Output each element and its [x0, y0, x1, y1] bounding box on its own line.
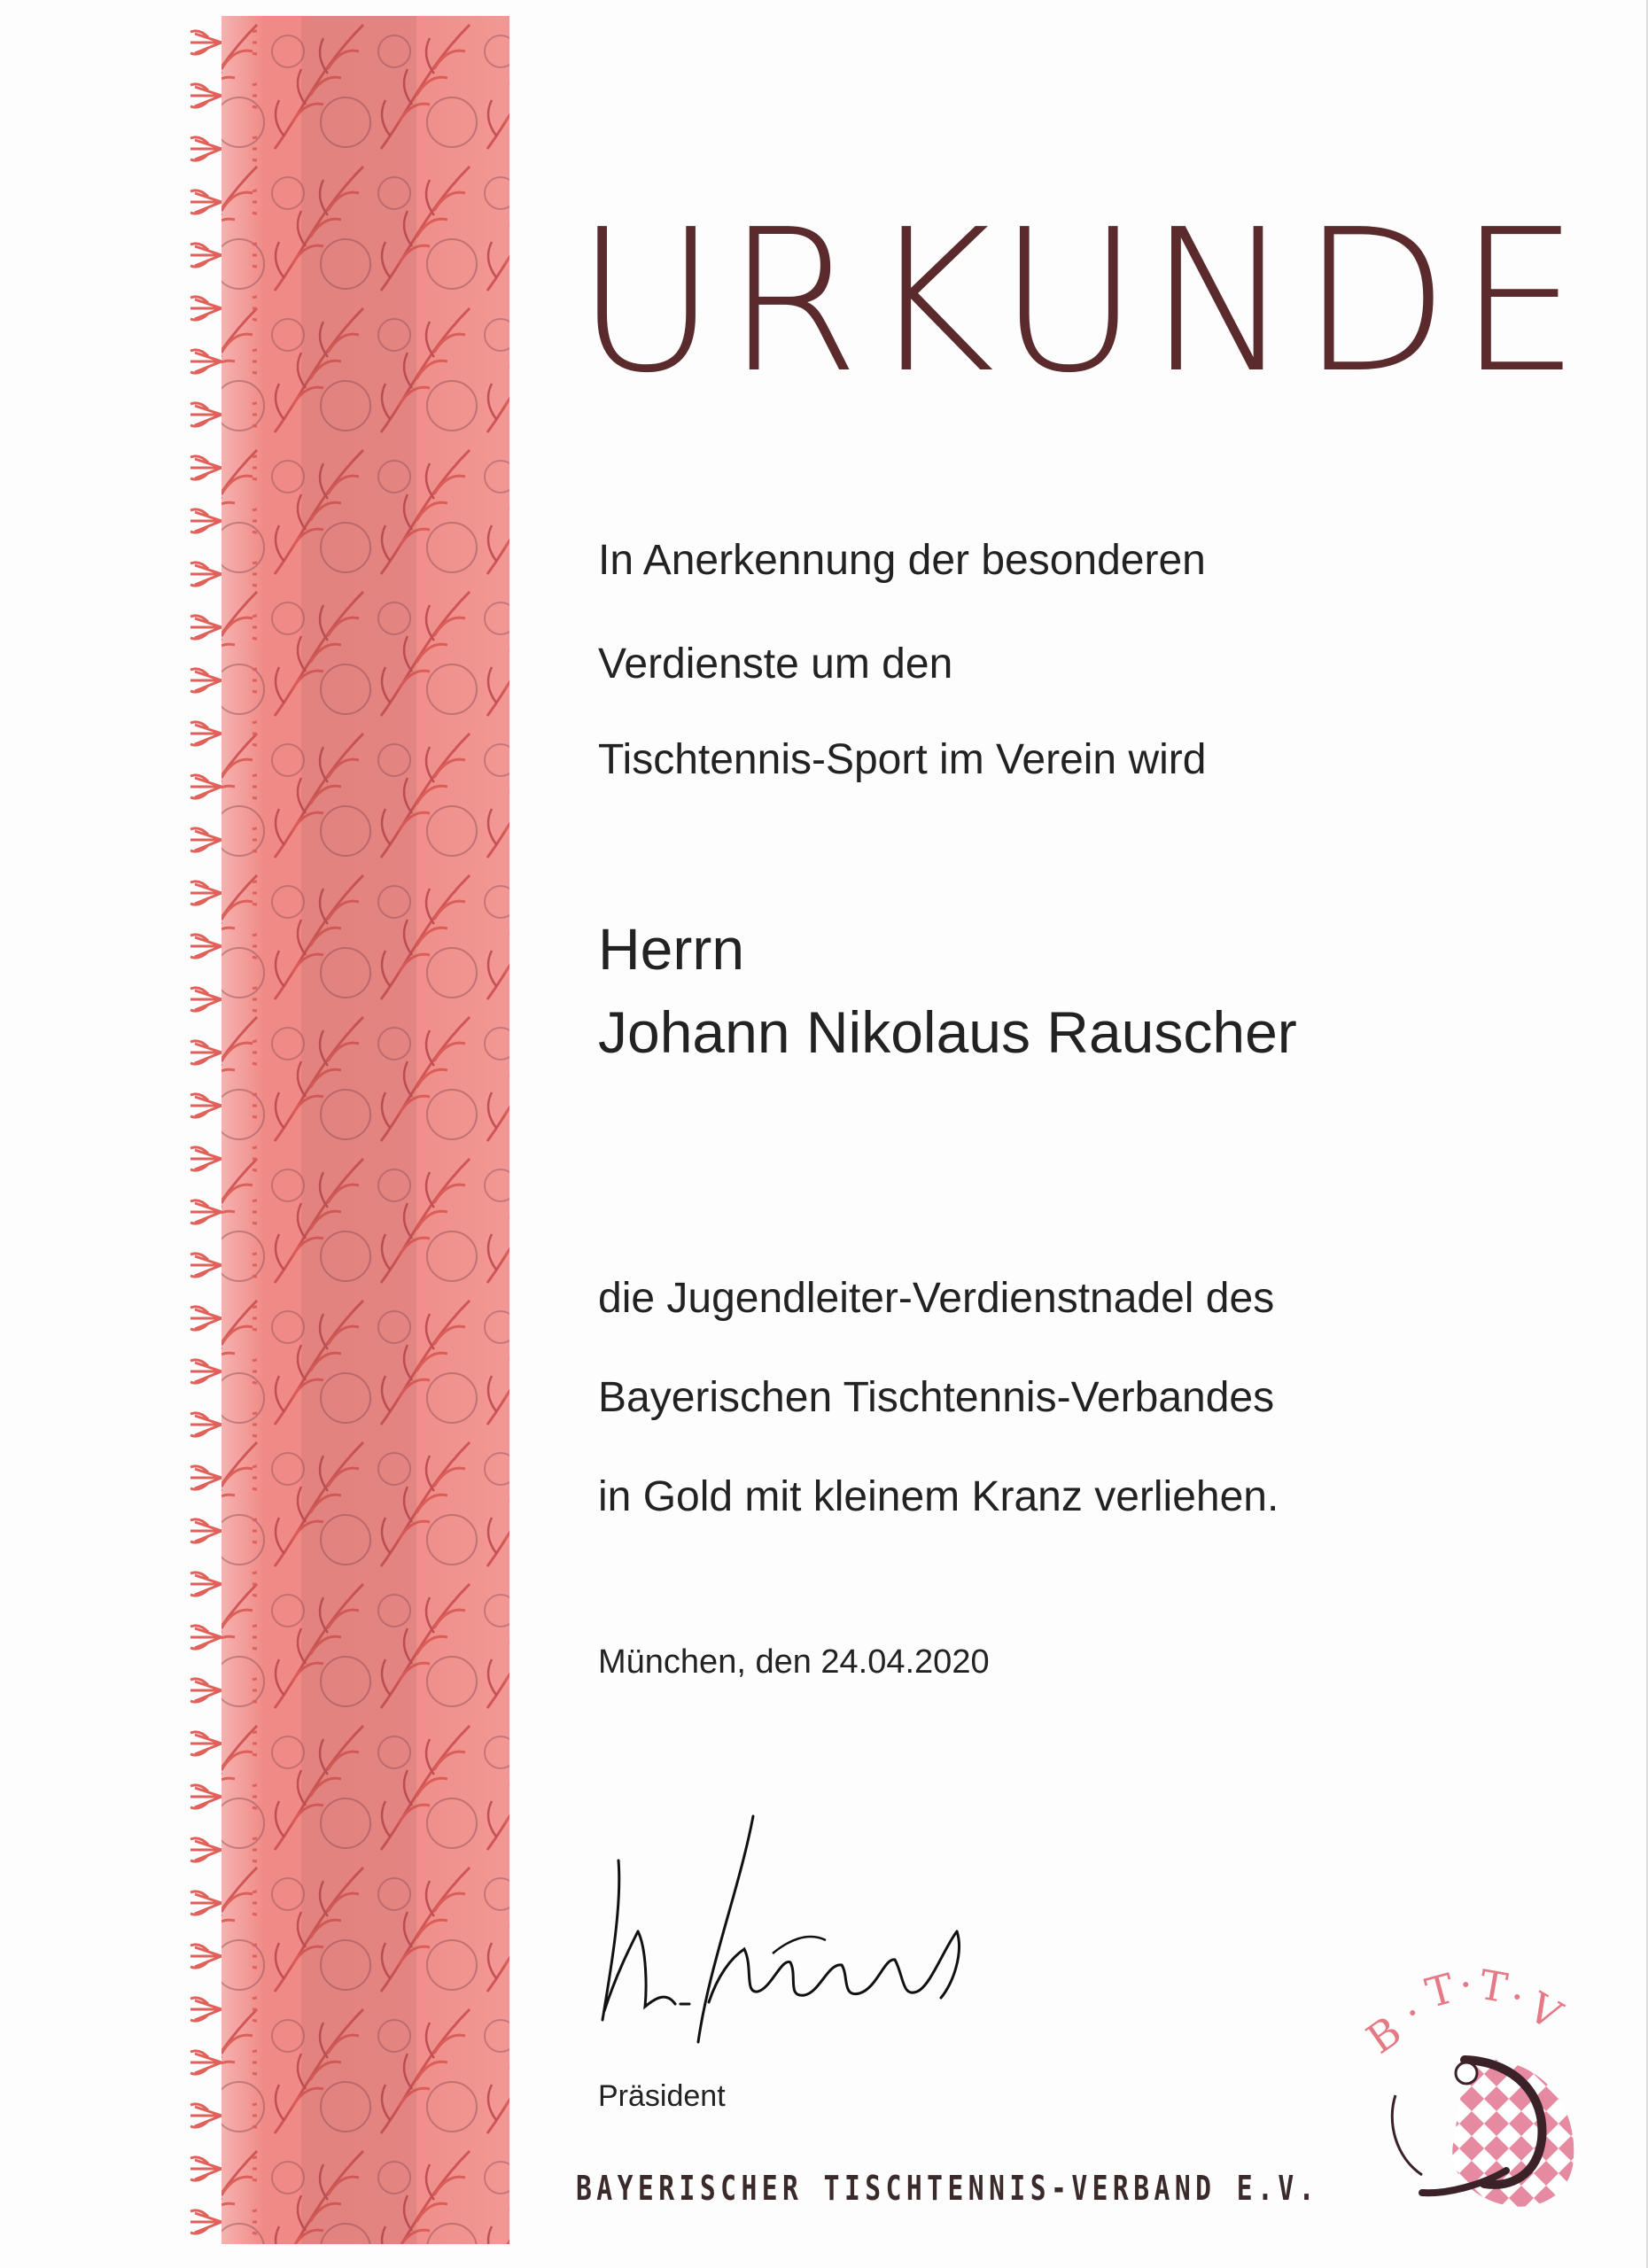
logo-letter-t2: T — [1475, 1960, 1512, 2013]
salutation: Herrn — [598, 916, 745, 982]
ornamental-border — [159, 16, 509, 2244]
award-line-3: in Gold mit kleinem Kranz verliehen. — [598, 1473, 1279, 1520]
award-line-1: die Jugendleiter-Verdienstnadel des — [598, 1275, 1275, 1322]
recipient-name: Johann Nikolaus Rauscher — [598, 999, 1297, 1065]
logo-letter-b: B — [1357, 2007, 1411, 2063]
organization-name: BAYERISCHER TISCHTENNIS-VERBAND E.V. — [576, 2169, 1319, 2208]
signature-icon — [576, 1798, 992, 2055]
logo-letter-t1: T — [1420, 1963, 1460, 2018]
certificate-title: URKUNDE — [576, 188, 1589, 416]
president-signature — [576, 1798, 992, 2055]
logo-dot-3: · — [1511, 1973, 1524, 2021]
intro-line-2: Verdienste um den — [598, 641, 953, 687]
intro-line-3: Tischtennis-Sport im Verein wird — [598, 736, 1207, 783]
logo-dot-1: · — [1406, 1989, 1419, 2037]
table-tennis-paddle-icon — [1357, 1962, 1590, 2219]
award-line-2: Bayerischen Tischtennis-Verbandes — [598, 1374, 1275, 1421]
signer-role: Präsident — [598, 2079, 726, 2113]
logo-letter-v: V — [1520, 1983, 1570, 2039]
floral-ornament-icon — [159, 16, 509, 2244]
logo-dot-2: · — [1459, 1961, 1473, 2008]
place-and-date: München, den 24.04.2020 — [598, 1643, 990, 1681]
intro-line-1: In Anerkennung der besonderen — [598, 537, 1206, 584]
bttv-logo — [1357, 1960, 1590, 2219]
